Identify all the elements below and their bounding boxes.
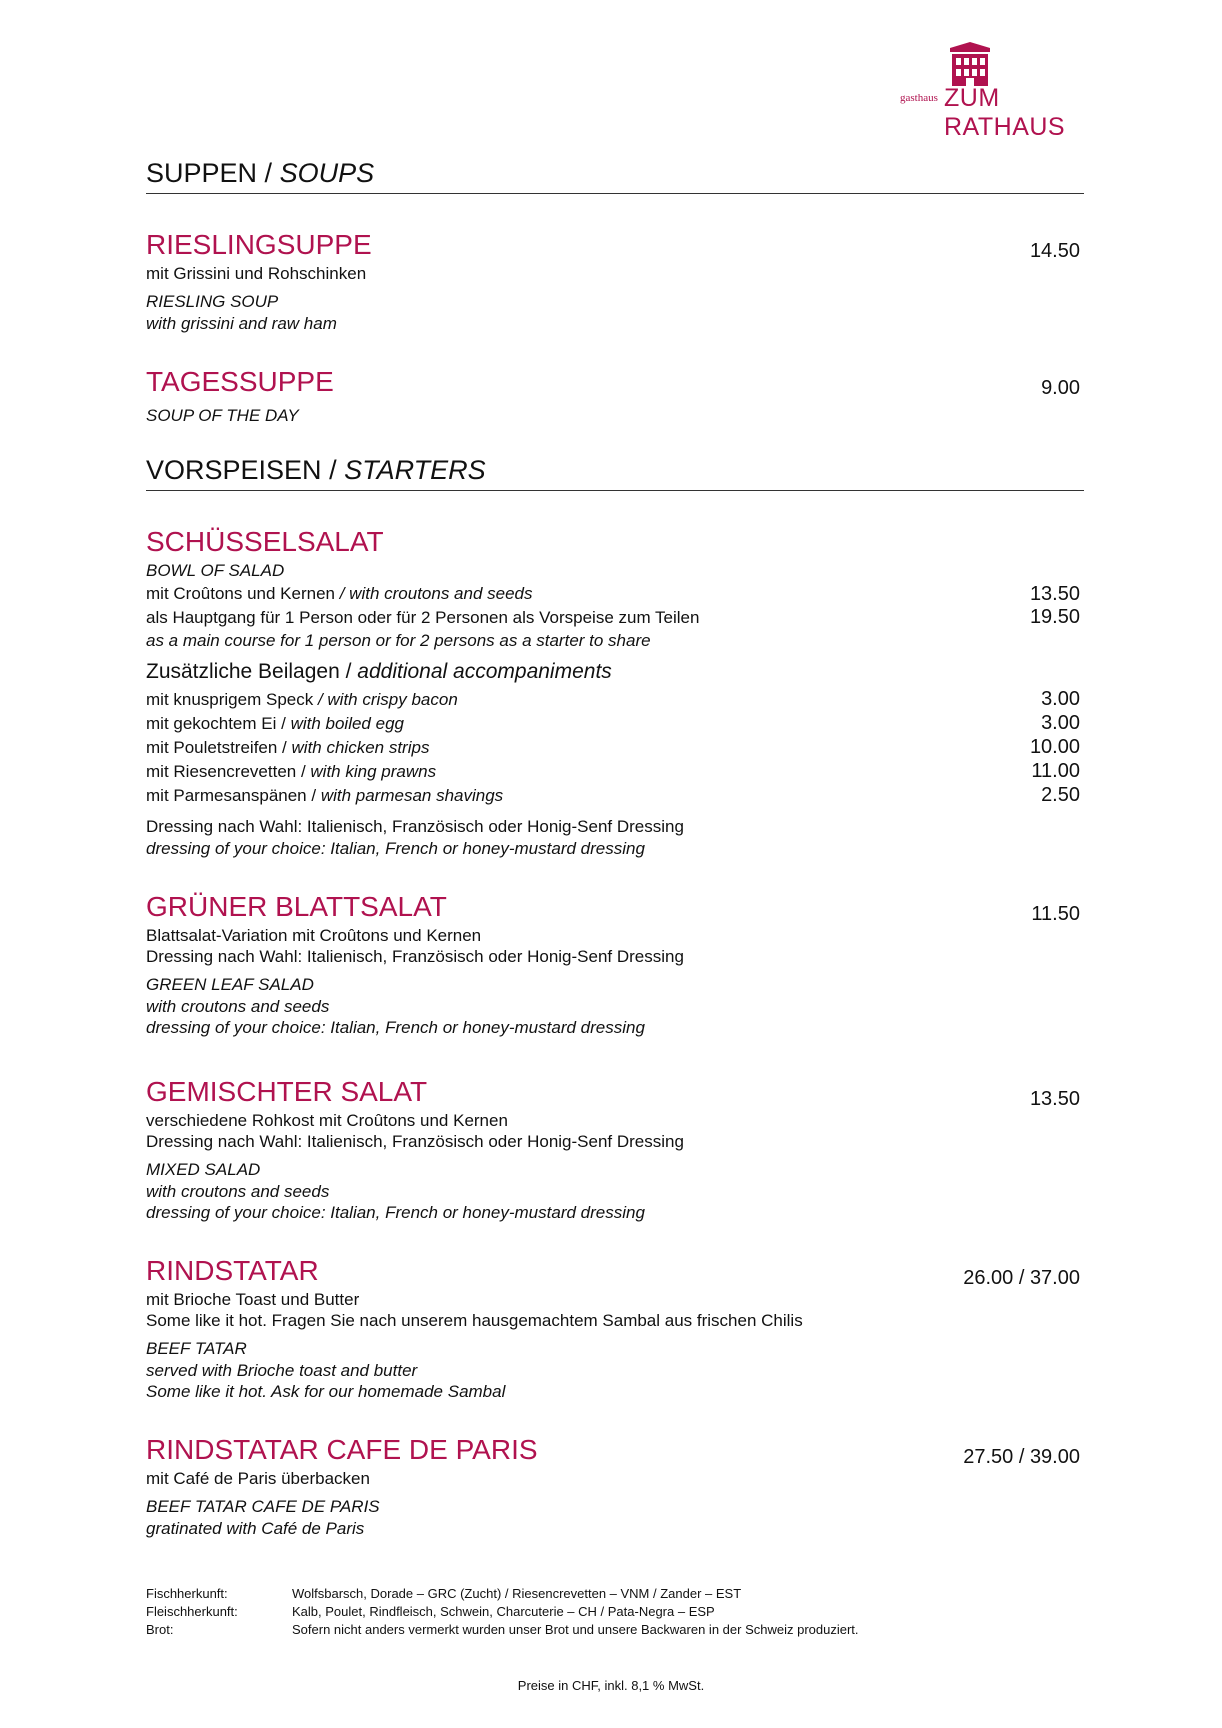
- extra-price: 3.00: [1041, 712, 1080, 734]
- section-de: SUPPEN: [146, 158, 258, 188]
- dish-en-title: BEEF TATAR CAFE DE PARIS: [146, 1497, 380, 1516]
- footer-value: Kalb, Poulet, Rindfleisch, Schwein, Charcuterie – CH / Pata-Negra – ESP: [292, 1604, 715, 1619]
- extra-price: 11.00: [1031, 760, 1080, 782]
- dish-price: 27.50 / 39.00: [963, 1446, 1080, 1468]
- dish-title: GRÜNER BLATTSALAT: [146, 891, 447, 922]
- dish-desc: Dressing nach Wahl: Italienisch, Französisch oder Honig-Senf Dressing: [146, 947, 684, 966]
- option-price: 19.50: [1029, 606, 1080, 628]
- dish-en-title: BOWL OF SALAD: [146, 561, 285, 580]
- section-soups: [146, 158, 1084, 194]
- option-line: als Hauptgang für 1 Person oder für 2 Personen als Vorspeise zum Teilen: [146, 608, 700, 627]
- dish-desc: mit Café de Paris überbacken: [146, 1469, 370, 1488]
- dish-en-desc: with croutons and seeds: [146, 997, 330, 1016]
- dressing-de: Dressing nach Wahl: Italienisch, Französisch oder Honig-Senf Dressing: [146, 817, 684, 836]
- footer-label: Fleischherkunft:: [146, 1604, 238, 1619]
- dish-en-desc: with croutons and seeds: [146, 1182, 330, 1201]
- dish-title: TAGESSUPPE: [146, 366, 334, 397]
- footer-value: Sofern nicht anders vermerkt wurden unser Brot und unsere Backwaren in der Schweiz produziert.: [292, 1622, 859, 1637]
- vat-note: Preise in CHF, inkl. 8,1 % MwSt.: [517, 1678, 705, 1693]
- building-icon: [944, 40, 996, 88]
- dish-en-desc: dressing of your choice: Italian, French or honey-mustard dressing: [146, 1203, 645, 1222]
- dish-desc: verschiedene Rohkost mit Croûtons und Kernen: [146, 1111, 508, 1130]
- section-en: SOUPS: [279, 158, 375, 188]
- dish-price: 26.00 / 37.00: [963, 1267, 1080, 1289]
- footer-label: Brot:: [146, 1622, 174, 1637]
- dish-title: GEMISCHTER SALAT: [146, 1076, 428, 1107]
- dish-en-title: GREEN LEAF SALAD: [146, 975, 314, 994]
- extras-heading: Zusätzliche Beilagen / additional accompaniments: [146, 660, 612, 683]
- extra-price: 2.50: [1041, 784, 1080, 806]
- dish-desc: Blattsalat-Variation mit Croûtons und Kernen: [146, 926, 482, 945]
- dish-desc: mit Grissini und Rohschinken: [146, 264, 367, 283]
- dish-en-title: RIESLING SOUP: [146, 292, 279, 311]
- dish-desc: mit Brioche Toast und Butter: [146, 1290, 360, 1309]
- dish-en-desc: served with Brioche toast and butter: [146, 1361, 418, 1380]
- dish-title: RIESLINGSUPPE: [146, 229, 372, 260]
- dish-title: RINDSTATAR: [146, 1255, 319, 1286]
- extra-item: mit Parmesanspänen / with parmesan shavings: [146, 786, 504, 805]
- logo-small-text: gasthaus: [900, 92, 938, 104]
- section-sep: /: [257, 158, 280, 188]
- logo: [900, 40, 1100, 141]
- dressing-en: dressing of your choice: Italian, French or honey-mustard dressing: [146, 839, 645, 858]
- dish-en-desc: with grissini and raw ham: [146, 314, 337, 333]
- dish-en-title: MIXED SALAD: [146, 1160, 261, 1179]
- dish-price: 9.00: [1041, 377, 1080, 399]
- extra-item: mit Pouletstreifen / with chicken strips: [146, 738, 430, 757]
- dish-title: SCHÜSSELSALAT: [146, 526, 384, 557]
- section-sep: /: [321, 455, 345, 485]
- extra-item: mit knusprigem Speck / with crispy bacon: [146, 690, 458, 709]
- option-line: mit Croûtons und Kernen / with croutons and seeds: [146, 584, 533, 603]
- section-de: VORSPEISEN: [146, 455, 322, 485]
- extra-price: 3.00: [1041, 688, 1080, 710]
- option-line-en: as a main course for 1 person or for 2 persons as a starter to share: [146, 631, 651, 650]
- dish-en-title: BEEF TATAR: [146, 1339, 247, 1358]
- footer-label: Fischherkunft:: [146, 1586, 228, 1601]
- extra-item: mit Riesencrevetten / with king prawns: [146, 762, 437, 781]
- footer-value: Wolfsbarsch, Dorade – GRC (Zucht) / Riesencrevetten – VNM / Zander – EST: [292, 1586, 742, 1601]
- dish-price: 13.50: [1029, 1088, 1080, 1110]
- section-en: STARTERS: [344, 455, 486, 485]
- dish-en-desc: gratinated with Café de Paris: [146, 1519, 365, 1538]
- option-price: 13.50: [1029, 583, 1080, 605]
- dish-title: RINDSTATAR CAFE DE PARIS: [146, 1434, 538, 1465]
- extra-item: mit gekochtem Ei / with boiled egg: [146, 714, 404, 733]
- dish-en-desc: dressing of your choice: Italian, French or honey-mustard dressing: [146, 1018, 645, 1037]
- logo-title: ZUM RATHAUS: [944, 84, 1066, 141]
- dish-price: 11.50: [1031, 903, 1080, 925]
- dish-en-desc: Some like it hot. Ask for our homemade Sambal: [146, 1382, 506, 1401]
- dish-price: 14.50: [1029, 240, 1080, 262]
- dish-desc: Some like it hot. Fragen Sie nach unserem hausgemachtem Sambal aus frischen Chilis: [146, 1311, 803, 1330]
- dish-en-title: SOUP OF THE DAY: [146, 406, 299, 425]
- extra-price: 10.00: [1029, 736, 1080, 758]
- section-starters: [146, 455, 1084, 491]
- dish-desc: Dressing nach Wahl: Italienisch, Französisch oder Honig-Senf Dressing: [146, 1132, 684, 1151]
